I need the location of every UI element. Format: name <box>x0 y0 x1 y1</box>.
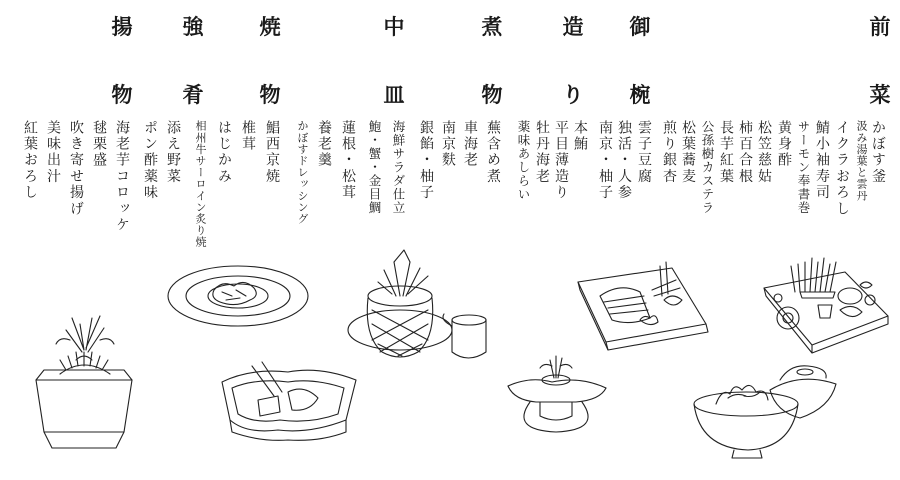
heading-bottom-char: 菜 <box>869 82 891 107</box>
yakimono-dish-illustration <box>222 362 356 440</box>
menu-item: 柿百合根 <box>737 120 753 185</box>
heading-bottom-char: 椀 <box>629 82 651 107</box>
shiizakana-plate-illustration <box>168 266 308 326</box>
menu-item: かぼす釜 <box>870 120 886 185</box>
heading-top-char: 強 <box>182 14 204 39</box>
menu-item: 紅葉おろし <box>22 120 38 201</box>
menu-item: 長芋紅葉 <box>718 120 734 185</box>
nimono-bowl-illustration <box>508 356 606 432</box>
chuzara-bowl-illustration <box>348 250 486 358</box>
menu-item: 椎茸 <box>240 120 256 153</box>
heading-top-char: 煮 <box>481 14 503 39</box>
menu-item: 松葉蕎麦 <box>680 120 696 185</box>
menu-item: 雲子豆腐 <box>636 120 652 185</box>
menu-item: 公孫樹カステラ <box>700 120 715 215</box>
heading-bottom-char: 物 <box>111 82 133 107</box>
heading-bottom-char: 肴 <box>182 82 204 107</box>
menu-item: 吹き寄せ揚げ <box>68 120 84 218</box>
owan-bowl-illustration <box>694 366 836 458</box>
menu-item: 松笠慈姑 <box>756 120 772 185</box>
menu-item: 牡丹海老 <box>534 120 550 185</box>
tsukuri-tray-illustration <box>578 262 708 350</box>
heading-top-char: 中 <box>383 14 405 39</box>
menu-item: 美味出汁 <box>45 120 61 185</box>
menu-item: ポン酢薬味 <box>142 120 158 201</box>
menu-item: 薬味あしらい <box>516 120 531 201</box>
agemono-vessel-illustration <box>36 316 132 448</box>
heading-top-char: 焼 <box>259 14 281 39</box>
menu-item: 煎り銀杏 <box>661 120 677 185</box>
menu-item: 南京麩 <box>440 120 456 169</box>
menu-item: 鮑・蟹・金目鯛 <box>367 120 382 215</box>
menu-item: 蕪含め煮 <box>485 120 501 185</box>
heading-top-char: 造 <box>562 14 584 39</box>
menu-item: 本鮪 <box>572 120 588 153</box>
menu-item: 鯖小袖寿司 <box>814 120 830 201</box>
heading-bottom-char: り <box>562 82 584 107</box>
menu-item: 海鮮サラダ仕立 <box>391 120 406 215</box>
menu-item: 毬栗盛 <box>91 120 107 169</box>
zensai-platter-illustration <box>764 258 888 353</box>
heading-top-char: 前 <box>869 14 891 39</box>
menu-item: イクラおろし <box>834 120 850 218</box>
menu-item: 平目薄造り <box>553 120 569 201</box>
heading-bottom-char: 物 <box>259 82 281 107</box>
menu-item: 南京・柚子 <box>597 120 613 201</box>
menu-item: サーモン奉書巻 <box>796 120 811 215</box>
heading-bottom-char: 物 <box>481 82 503 107</box>
menu-item: 鯧西京焼 <box>264 120 280 185</box>
menu-item: かぼすドレッシング <box>296 120 309 225</box>
heading-top-char: 揚 <box>111 14 133 39</box>
menu-item: 蓮根・松茸 <box>340 120 356 201</box>
menu-item: 汲み湯葉と雲丹 <box>855 120 868 202</box>
menu-item: 海老芋コロッケ <box>114 120 130 234</box>
heading-top-char: 御 <box>629 14 651 39</box>
menu-item: 銀餡・柚子 <box>418 120 434 201</box>
menu-item: 車海老 <box>462 120 478 169</box>
heading-bottom-char: 皿 <box>383 82 405 107</box>
menu-item: 相州牛サーロイン炙り焼 <box>194 120 207 248</box>
menu-item: 添え野菜 <box>165 120 181 185</box>
menu-item: 養老羹 <box>316 120 332 169</box>
menu-item: 黄身酢 <box>776 120 792 169</box>
menu-item: はじかみ <box>216 120 232 185</box>
menu-item: 独活・人参 <box>616 120 632 201</box>
